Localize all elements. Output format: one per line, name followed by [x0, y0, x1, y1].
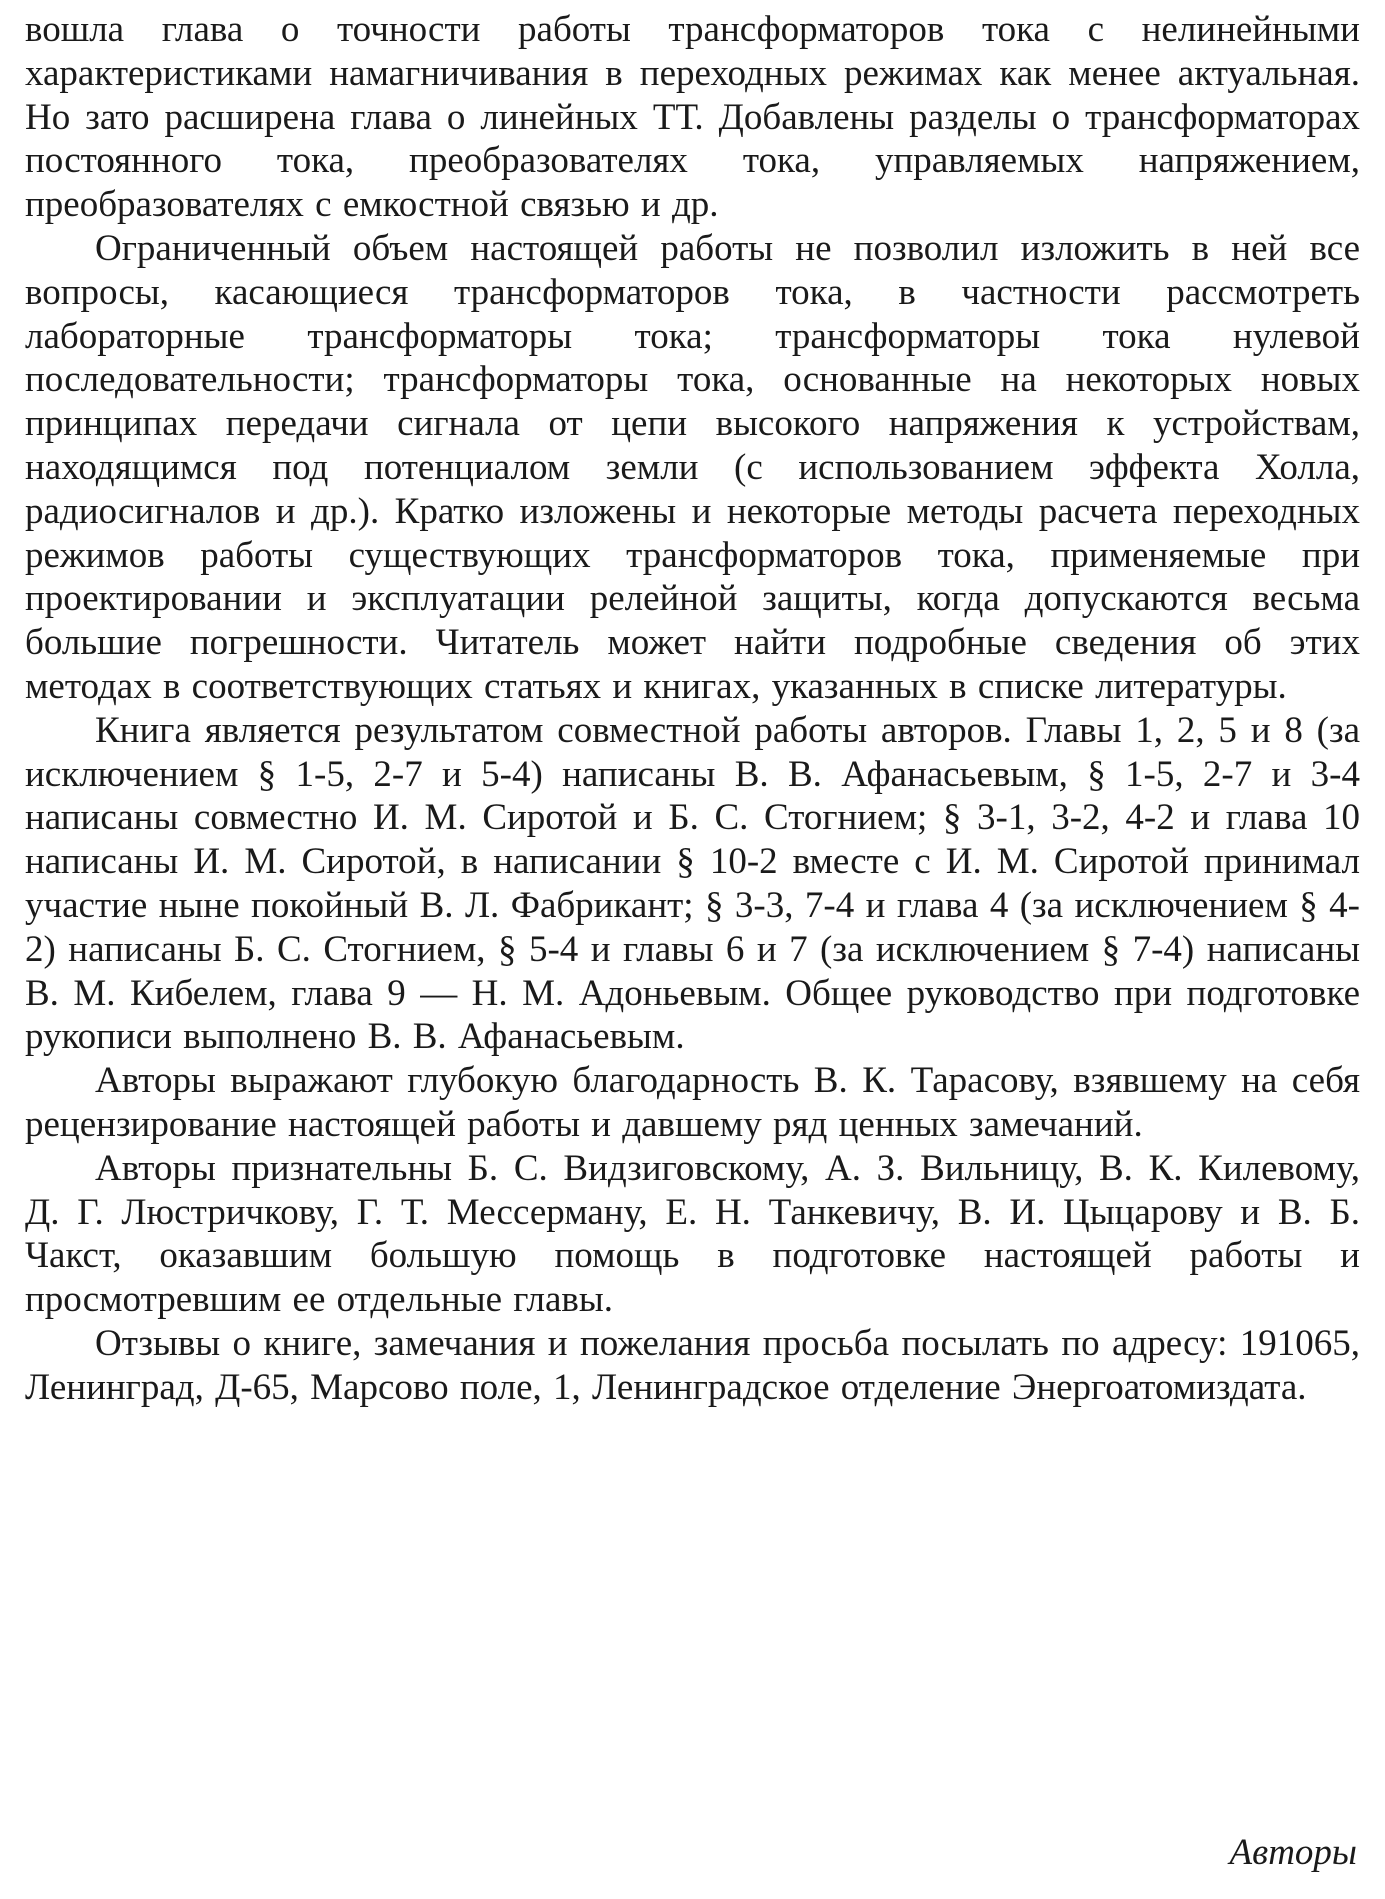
- paragraph-continuation: вошла глава о точности работы трансформаторов тока с нелинейными характеристиками намагничивания в переходных режимах как менее актуальная. Но зато расширена глава о линейных ТТ. Добавлены разделы о трансформаторах постоянного тока, преобразователях тока, управляемых напряжением, преобразователях с емкостной связью и др.: [25, 9, 1360, 226]
- paragraph-acknowledgements: Авторы признательны Б. С. Видзиговскому, А. З. Вильницу, В. К. Килевому, Д. Г. Люстричкову, Г. Т. Мессерману, Е. Н. Танкевичу, В. И. Цыцарову и В. Б. Чакст, оказавшим большую помощь в подготовке настоящей работы и просмотревшим ее отдельные главы.: [25, 1147, 1360, 1321]
- paragraph-feedback-address: Отзывы о книге, замечания и пожелания просьба посылать по адресу: 191065, Ленинград, Д-65, Марсово поле, 1, Ленинградское отделение Энергоатомиздата.: [25, 1322, 1360, 1408]
- page-body: [25, 8, 1360, 1410]
- signature-authors: Авторы: [1229, 1832, 1357, 1873]
- paragraph-scope-limitations: Ограниченный объем настоящей работы не позволил изложить в ней все вопросы, касающиеся трансформаторов тока, в частности рассмотреть лабораторные трансформаторы тока; трансформаторы тока нулевой последовательности; трансформаторы тока, основанные на некоторых новых принципах передачи сигнала от цепи высокого напряжения к устройствам, находящимся под потенциалом земли (с использованием эффекта Холла, радиосигналов и др.). Кратко изложены и некоторые методы расчета переходных режимов работы существующих трансформаторов тока, применяемые при проектировании и эксплуатации релейной защиты, когда допускаются весьма большие погрешности. Читатель может найти подробные сведения об этих методах в соответствующих статьях и книгах, указанных в списке литературы.: [25, 227, 1360, 707]
- paragraph-authorship: Книга является результатом совместной работы авторов. Главы 1, 2, 5 и 8 (за исключением § 1-5, 2-7 и 5-4) написаны В. В. Афанасьевым, § 1-5, 2-7 и 3-4 написаны совместно И. М. Сиротой и Б. С. Стогнием; § 3-1, 3-2, 4-2 и глава 10 написаны И. М. Сиротой, в написании § 10-2 вместе с И. М. Сиротой принимал участие ныне покойный В. Л. Фабрикант; § 3-3, 7-4 и глава 4 (за исключением § 4-2) написаны Б. С. Стогнием, § 5-4 и главы 6 и 7 (за исключением § 7-4) написаны В. М. Кибелем, глава 9 — Н. М. Адоньевым. Общее руководство при подготовке рукописи выполнено В. В. Афанасьевым.: [25, 709, 1360, 1058]
- paragraph-reviewer-thanks: Авторы выражают глубокую благодарность В. К. Тарасову, взявшему на себя рецензирование настоящей работы и давшему ряд ценных замечаний.: [25, 1060, 1360, 1145]
